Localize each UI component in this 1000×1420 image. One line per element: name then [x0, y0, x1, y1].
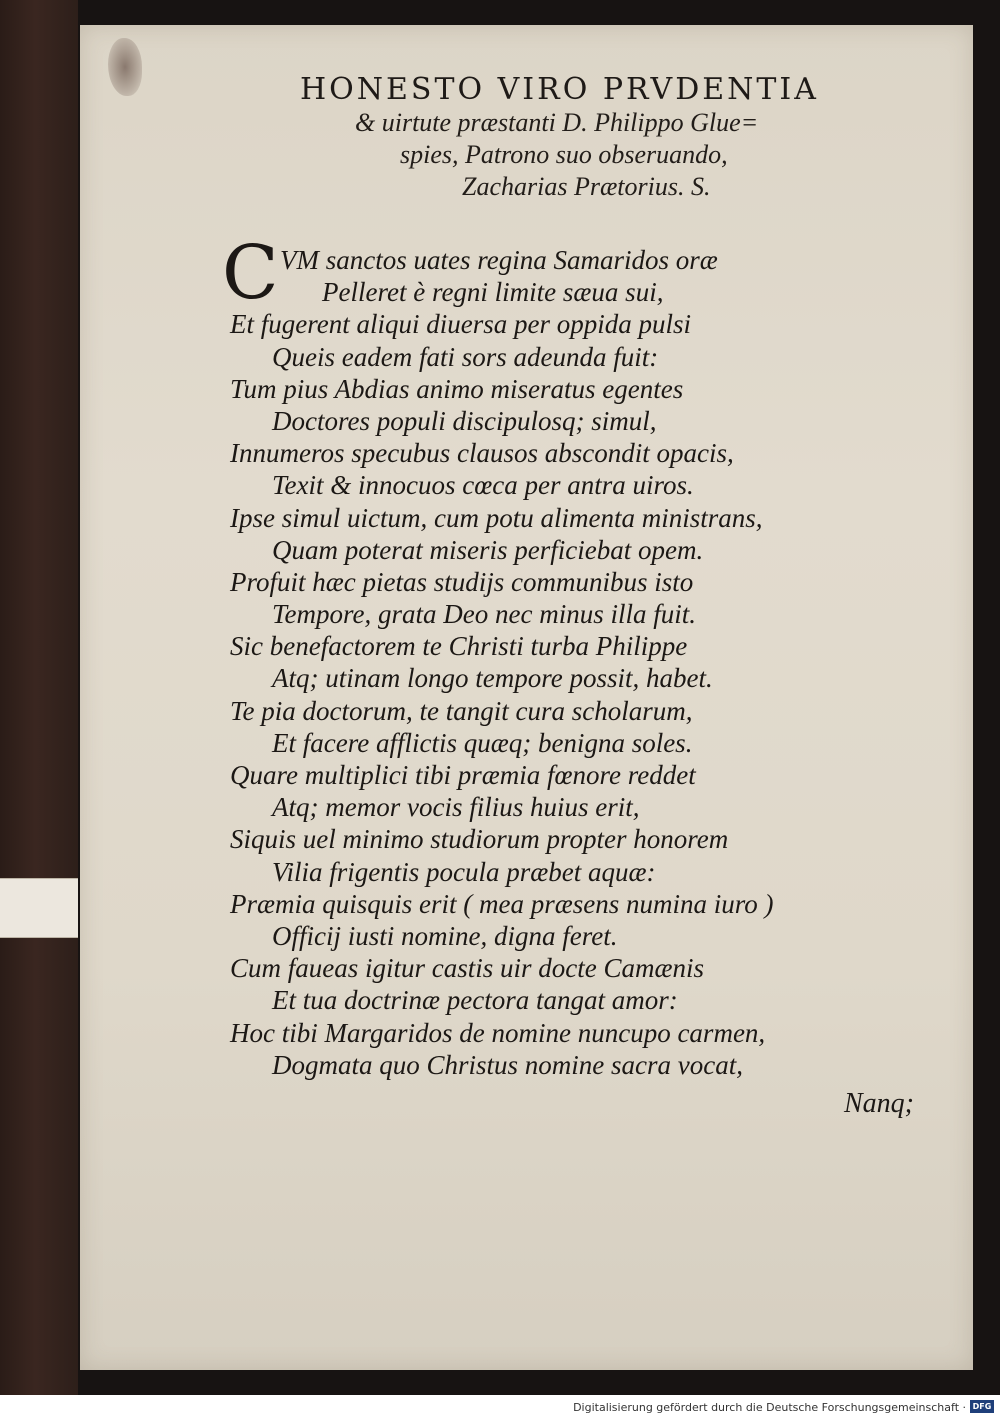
- poem-line: Præmia quisquis erit ( mea præsens numina iuro ): [230, 888, 774, 919]
- poem-line: Queis eadem fati sors adeunda fuit:: [272, 341, 659, 372]
- poem-line: Pelleret è regni limite sæua sui,: [322, 277, 664, 308]
- poem-line: Quam poterat miseris perficiebat opem.: [272, 534, 704, 565]
- poem-line: Profuit hæc pietas studijs communibus isto: [230, 566, 694, 597]
- poem-line: Et tua doctrinæ pectora tangat amor:: [272, 985, 678, 1016]
- poem-line: Atq; utinam longo tempore possit, habet.: [272, 663, 713, 694]
- paper-slip-marker: [0, 878, 78, 938]
- heading-line-2: & uirtute præstanti D. Philippo Glue=: [355, 108, 759, 137]
- poem-line: Doctores populi discipulosq; simul,: [272, 405, 657, 436]
- poem-line: Innumeros specubus clausos abscondit opacis,: [230, 438, 734, 469]
- poem-line: Dogmata quo Christus nomine sacra vocat,: [272, 1049, 743, 1080]
- poem-line: Te pia doctorum, te tangit cura scholarum,: [230, 695, 693, 726]
- poem-line: Tum pius Abdias animo miseratus egentes: [230, 373, 684, 404]
- poem-line: Atq; memor vocis filius huius erit,: [272, 792, 640, 823]
- poem-line: Tempore, grata Deo nec minus illa fuit.: [272, 599, 696, 630]
- poem-line: Et facere afflictis quæq; benigna soles.: [272, 727, 693, 758]
- poem-line: Quare multiplici tibi præmia fœnore reddet: [230, 760, 696, 790]
- drop-cap-initial: C: [222, 230, 279, 316]
- heading-line-4: Zacharias Prætorius. S.: [462, 172, 711, 201]
- catchword: Nanq;: [844, 1088, 914, 1119]
- digitization-footer: [0, 1395, 1000, 1420]
- paper-stain: [108, 38, 142, 96]
- poem-line: Cum faueas igitur castis uir docte Camænis: [230, 953, 705, 984]
- dfg-logo[interactable]: DFG: [970, 1400, 994, 1413]
- poem-line: Hoc tibi Margaridos de nomine nuncupo carmen,: [230, 1017, 766, 1048]
- poem-line: Sic benefactorem te Christi turba Philippe: [230, 631, 688, 662]
- heading-line-1: HONESTO VIRO PRVDENTIA: [300, 72, 819, 107]
- poem-line: Et fugerent aliqui diuersa per oppida pulsi: [230, 309, 691, 340]
- poem-line: Siquis uel minimo studiorum propter honorem: [230, 824, 729, 855]
- poem-line: Texit & innocuos cœca per antra uiros.: [272, 470, 694, 501]
- poem-line: Ipse simul uictum, cum potu alimenta ministrans,: [230, 502, 763, 533]
- dedication-heading: [300, 72, 880, 203]
- funding-credit: Digitalisierung gefördert durch die Deutsche Forschungsgemeinschaft ·: [573, 1401, 966, 1414]
- poem-body: [222, 230, 870, 1081]
- poem-line: Officij iusti nomine, digna feret.: [272, 920, 618, 951]
- book-spine-edge: [0, 0, 78, 1395]
- poem-line: Vilia frigentis pocula præbet aquæ:: [272, 856, 656, 887]
- poem-line: VM sanctos uates regina Samaridos oræ: [280, 245, 718, 275]
- heading-line-3: spies, Patrono suo obseruando,: [400, 140, 728, 169]
